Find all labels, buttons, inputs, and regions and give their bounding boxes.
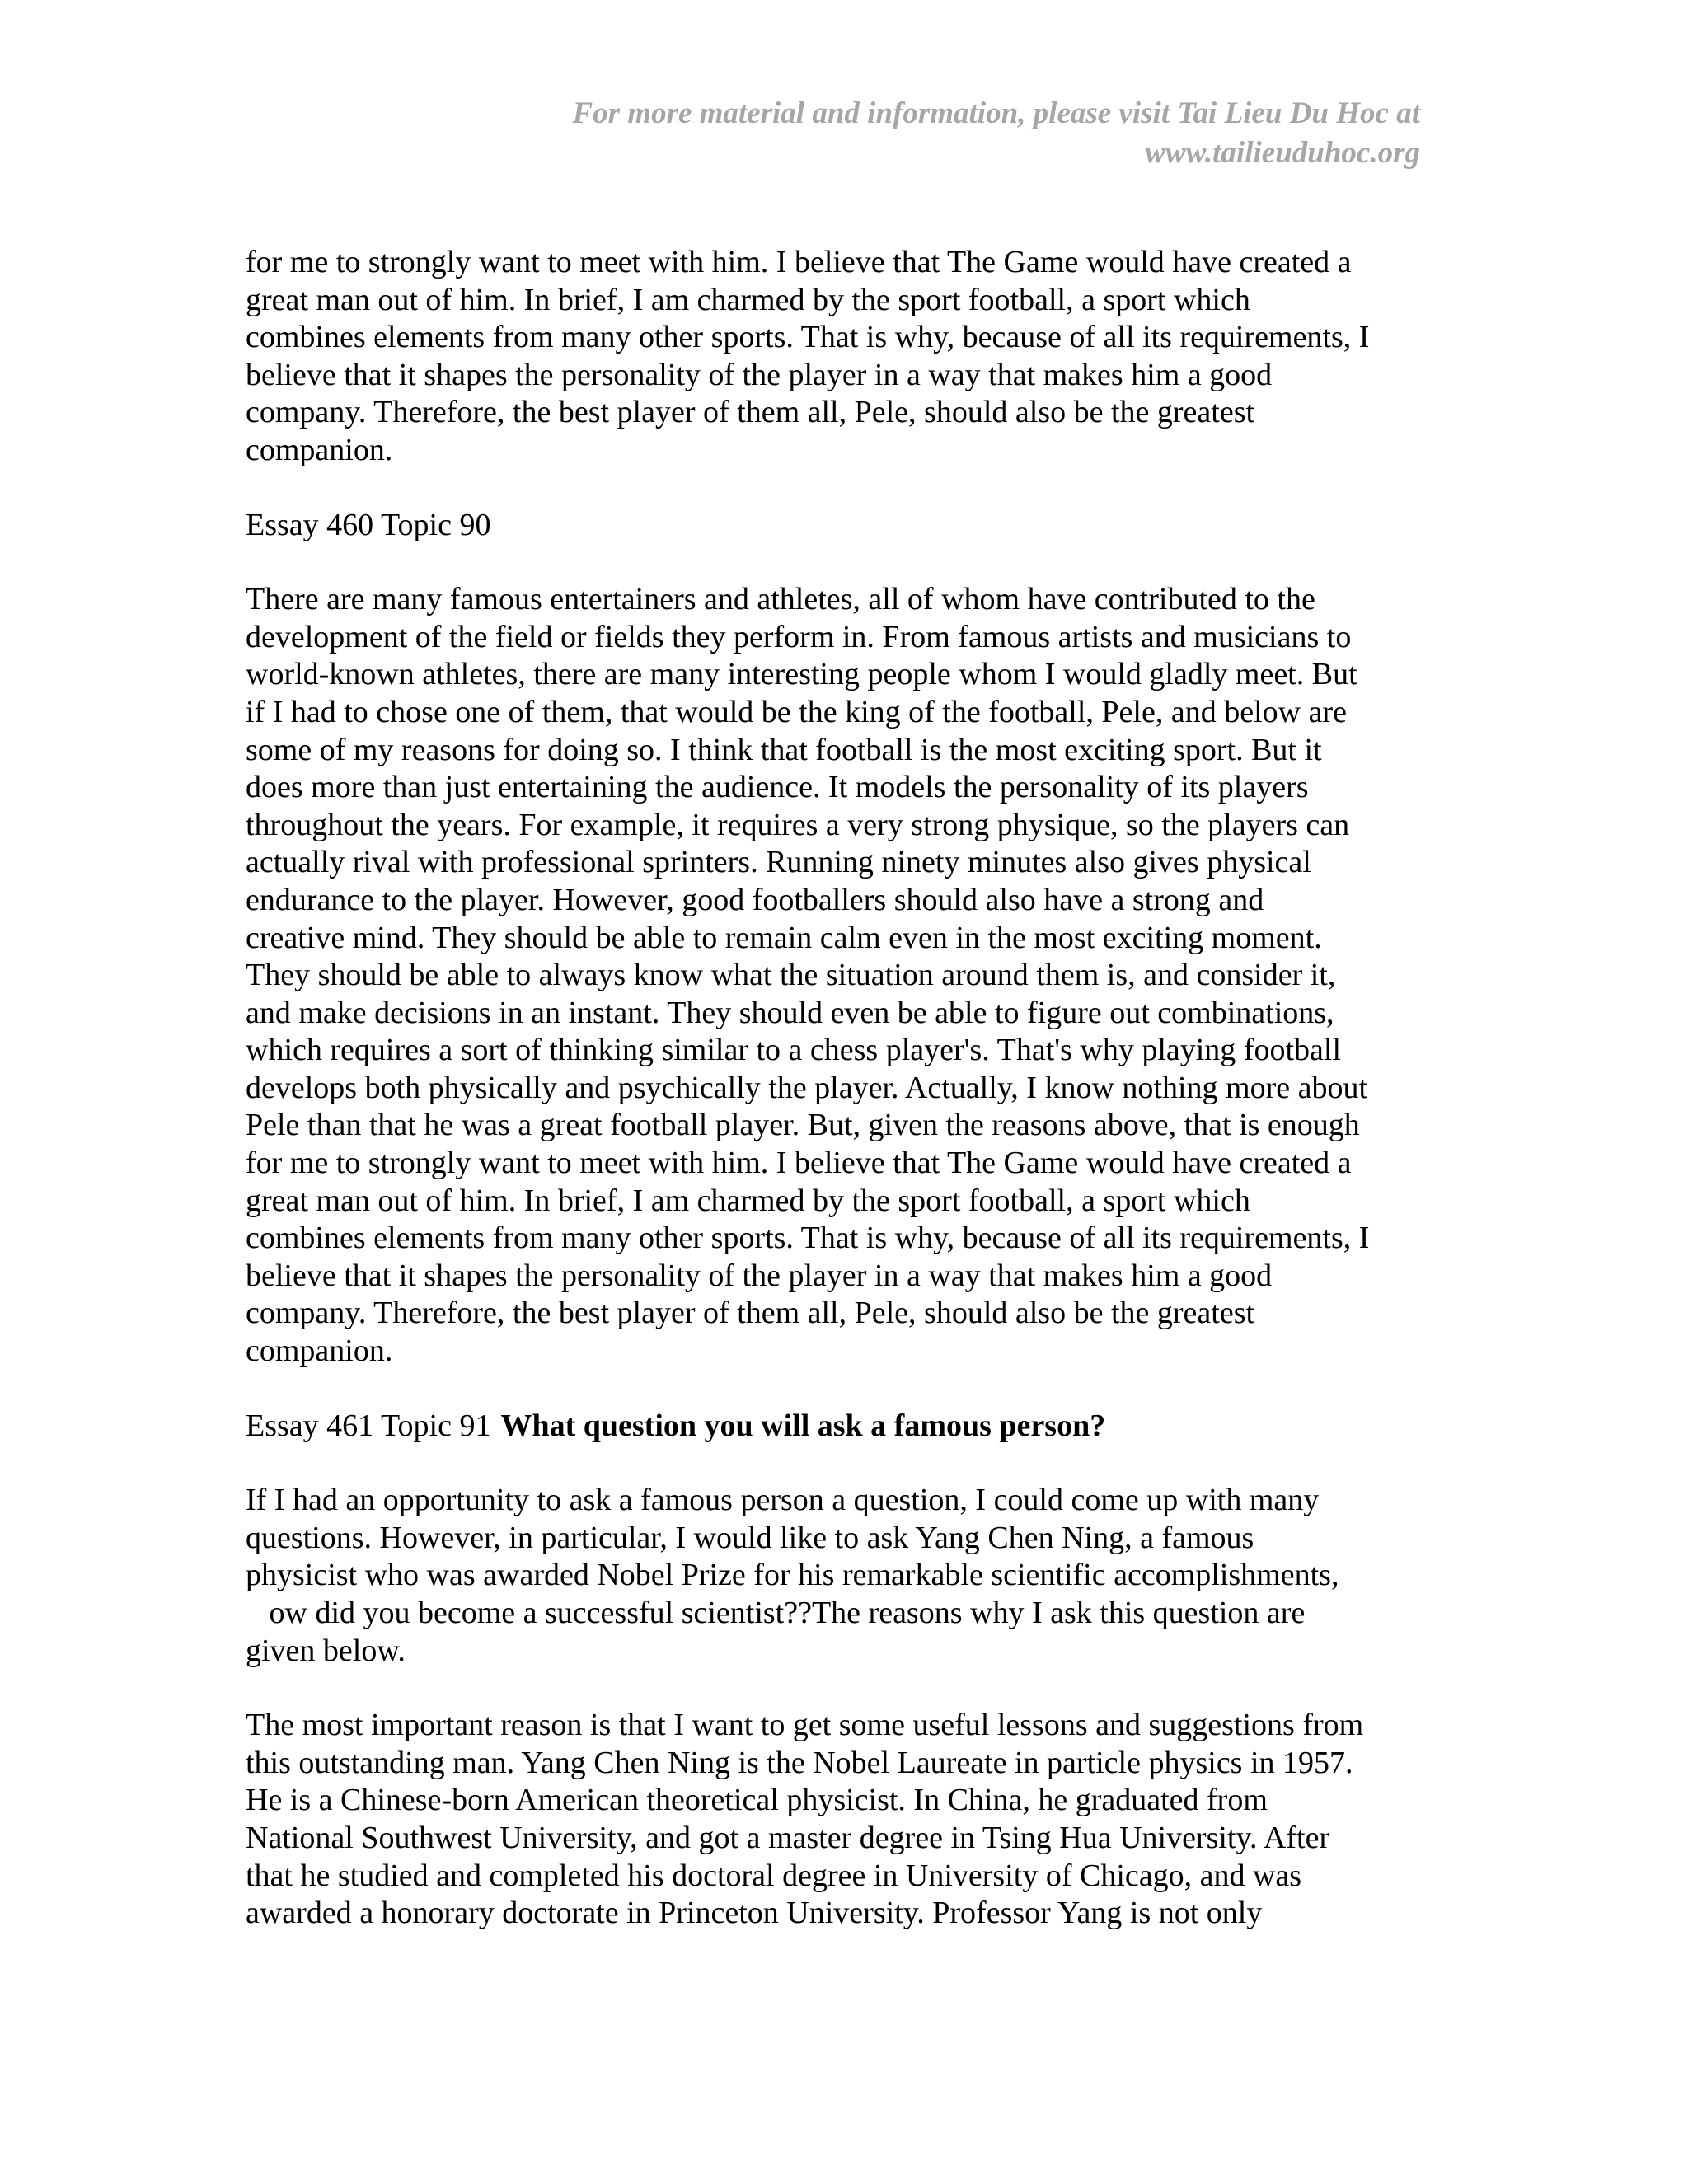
text-line: Pele than that he was a great football player. But, given the reasons above, that is enough (246, 1108, 1360, 1143)
text-line: physicist who was awarded Nobel Prize for his remarkable scientific accomplishments, (246, 1558, 1339, 1593)
text-line: companion. (246, 1333, 393, 1369)
text-line: if I had to chose one of them, that would be the king of the football, Pele, and below are (246, 694, 1347, 729)
text-line: actually rival with professional sprinters. Running ninety minutes also gives physical (246, 845, 1311, 880)
text-line: this outstanding man. Yang Chen Ning is the Nobel Laureate in particle physics in 1957. (246, 1745, 1353, 1780)
text-line: companion. (246, 432, 393, 467)
paragraph-essay-459-ending (246, 244, 1441, 470)
text-line: some of my reasons for doing so. I think that football is the most exciting sport. But it (246, 732, 1322, 767)
text-line: great man out of him. In brief, I am charmed by the sport football, a sport which (246, 1183, 1250, 1218)
paragraph-essay-460 (246, 581, 1441, 1370)
text-line: that he studied and completed his doctoral degree in University of Chicago, and was (246, 1858, 1302, 1893)
text-line: given below. (246, 1633, 406, 1668)
text-line: company. Therefore, the best player of them all, Pele, should also be the greatest (246, 395, 1255, 430)
text-line: company. Therefore, the best player of them all, Pele, should also be the greatest (246, 1296, 1255, 1331)
document-body (246, 244, 1441, 1970)
text-line: He is a Chinese-born American theoretical physicist. In China, he graduated from (246, 1783, 1268, 1818)
text-line: develops both physically and psychically the player. Actually, I know nothing more about (246, 1070, 1368, 1105)
header-website-link[interactable]: www.tailieuduhoc.org (1145, 136, 1420, 170)
text-line: combines elements from many other sports. That is why, because of all its requirements, I (246, 1221, 1370, 1256)
text-line: There are many famous entertainers and athletes, all of whom have contributed to the (246, 582, 1315, 617)
essay-461-title: What question you will ask a famous person? (500, 1408, 1106, 1443)
text-line: National Southwest University, and got a master degree in Tsing Hua University. After (246, 1820, 1330, 1855)
text-line: questions. However, in particular, I would like to ask Yang Chen Ning, a famous (246, 1520, 1254, 1555)
header-line-1: For more material and information, please visit Tai Lieu Du Hoc at (572, 96, 1420, 130)
essay-461-heading (246, 1408, 1441, 1446)
text-line: which requires a sort of thinking similar to a chess player's. That's why playing football (246, 1033, 1341, 1068)
text-line: does more than just entertaining the audience. It models the personality of its players (246, 770, 1309, 805)
text-line: combines elements from many other sports. That is why, because of all its requirements, I (246, 320, 1370, 355)
text-line: and make decisions in an instant. They should even be able to figure out combinations, (246, 995, 1334, 1030)
essay-461-label: Essay 461 Topic 91 (246, 1408, 491, 1443)
essay-460-heading: Essay 460 Topic 90 (246, 507, 491, 542)
text-line: throughout the years. For example, it requires a very strong physique, so the players can (246, 807, 1350, 842)
text-line: believe that it shapes the personality of the player in a way that makes him a good (246, 1258, 1273, 1293)
text-line: ow did you become a successful scientist??The reasons why I ask this question are (246, 1596, 1306, 1630)
paragraph-essay-461-reason (246, 1707, 1441, 1933)
text-line: creative mind. They should be able to remain calm even in the most exciting moment. (246, 920, 1322, 955)
text-line: development of the field or fields they perform in. From famous artists and musicians to (246, 619, 1352, 654)
text-line: endurance to the player. However, good footballers should also have a strong and (246, 882, 1264, 917)
paragraph-essay-461-intro (246, 1482, 1441, 1670)
text-line: for me to strongly want to meet with him. I believe that The Game would have created a (246, 245, 1352, 279)
text-line: believe that it shapes the personality of the player in a way that makes him a good (246, 357, 1273, 392)
text-line: world-known athletes, there are many interesting people whom I would gladly meet. But (246, 657, 1357, 692)
text-line: for me to strongly want to meet with him. I believe that The Game would have created a (246, 1146, 1352, 1181)
text-line: If I had an opportunity to ask a famous person a question, I could come up with many (246, 1483, 1320, 1518)
page-header (349, 94, 1420, 173)
text-line: awarded a honorary doctorate in Princeton University. Professor Yang is not only (246, 1896, 1263, 1931)
text-line: They should be able to always know what the situation around them is, and consider it, (246, 958, 1336, 993)
text-line: The most important reason is that I want to get some useful lessons and suggestions from (246, 1708, 1364, 1743)
text-line: great man out of him. In brief, I am charmed by the sport football, a sport which (246, 282, 1250, 317)
